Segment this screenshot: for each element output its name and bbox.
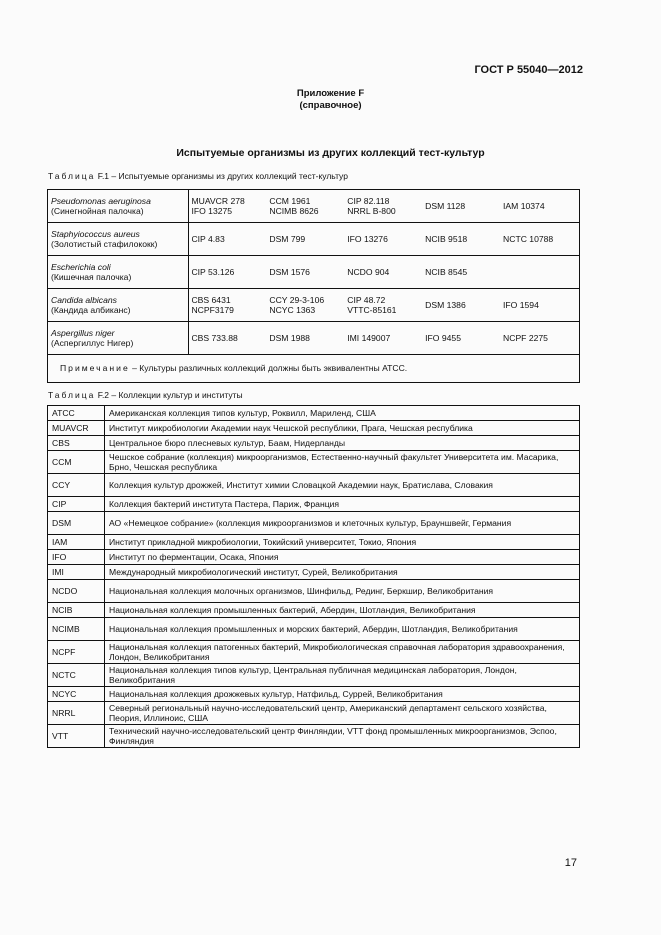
collection-description: Северный региональный научно-исследовательский центр, Американский департамент сельского хозяйства, Пеория, Иллиноис, США: [105, 702, 580, 725]
organism-latin-name: Staphyiococcus aureus: [51, 228, 140, 239]
organism-row: [48, 289, 580, 322]
collection-description: Коллекция бактерий института Пастера, Париж, Франция: [105, 497, 580, 512]
strain-cell: [267, 223, 345, 256]
strain-cell: [501, 223, 579, 256]
strain-cell: [267, 190, 345, 223]
strain-cell: [501, 289, 579, 322]
organism-row: [48, 223, 580, 256]
strain-cell: [189, 256, 267, 289]
collections-table: [47, 405, 580, 748]
collection-row: [48, 687, 580, 702]
strain-cell: [345, 223, 423, 256]
table2-caption-word: Таблица: [48, 390, 96, 400]
collection-abbreviation: CBS: [48, 436, 105, 451]
collection-abbreviation: NCIMB: [48, 618, 105, 641]
table1-caption-word: Таблица: [48, 171, 96, 181]
note-text: – Культуры различных коллекций должны быть эквивалентны АТСС.: [129, 363, 408, 374]
collection-row: [48, 474, 580, 497]
collection-abbreviation: NCDO: [48, 580, 105, 603]
strain-cell: [501, 256, 579, 289]
collection-row: [48, 512, 580, 535]
collection-description: Международный микробиологический институт, Сурей, Великобритания: [105, 565, 580, 580]
document-code: ГОСТ Р 55040—2012: [474, 64, 583, 76]
collection-row: [48, 451, 580, 474]
collection-description: Американская коллекция типов культур, Роквилл, Мариленд, США: [105, 406, 580, 421]
strain-code: IAM 10374: [503, 200, 545, 211]
strain-code: DSM 1386: [425, 299, 466, 310]
strain-code: NCIB 8545: [425, 266, 468, 277]
annex-subtitle: (справочное): [299, 100, 362, 111]
annex-title: Приложение F: [296, 88, 365, 99]
collection-abbreviation: NRRL: [48, 702, 105, 725]
strain-cell: [267, 256, 345, 289]
collection-description: Национальная коллекция типов культур, Центральная публичная медицинская лаборатория, Лондон, Великобритания: [105, 664, 580, 687]
strain-code: IFO 13276: [347, 233, 388, 244]
strain-code: CBS 733.88: [191, 332, 238, 343]
collection-row: [48, 497, 580, 512]
organism-russian-name: (Кандида албиканс): [51, 305, 131, 315]
collection-description: Национальная коллекция дрожжевых культур, Натфильд, Суррей, Великобритания: [105, 687, 580, 702]
organism-row: [48, 190, 580, 223]
collection-abbreviation: NCTC: [48, 664, 105, 687]
collection-row: [48, 436, 580, 451]
strain-cell: [423, 223, 501, 256]
annex-heading: [0, 88, 661, 112]
collection-abbreviation: NCYC: [48, 687, 105, 702]
collection-description: Технический научно-исследовательский центр Финляндии, VTT фонд промышленных микроорганизмов, Эспоо, Финляндия: [105, 725, 580, 748]
collection-row: [48, 618, 580, 641]
page-number: 17: [564, 857, 577, 869]
collection-abbreviation: IAM: [48, 535, 105, 550]
table2-caption-text: F.2 – Коллекции культур и институты: [95, 390, 243, 400]
organism-name-cell: [48, 289, 189, 322]
organism-row: [48, 256, 580, 289]
collection-description: Национальная коллекция промышленных и морских бактерий, Абердин, Шотландия, Великобритания: [105, 618, 580, 641]
collection-description: Национальная коллекция патогенных бактерий, Микробиологическая справочная лаборатория здравоохранения, Лондон, Великобритания: [105, 641, 580, 664]
strain-code: DSM 799: [269, 233, 306, 244]
strain-cell: [501, 190, 579, 223]
collection-abbreviation: ATCC: [48, 406, 105, 421]
collection-row: [48, 421, 580, 436]
strain-cell: [189, 223, 267, 256]
strain-cell: [189, 190, 267, 223]
collection-abbreviation: NCIB: [48, 603, 105, 618]
strain-cell: [423, 256, 501, 289]
collection-description: Институт прикладной микробиологии, Токийский университет, Токио, Япония: [105, 535, 580, 550]
strain-code: NCIMB 8626: [269, 206, 319, 216]
strain-code: VTTC-85161: [347, 305, 397, 315]
strain-cell: [267, 322, 345, 355]
strain-cell: [423, 322, 501, 355]
strain-cell: [345, 190, 423, 223]
organism-name-cell: [48, 256, 189, 289]
organism-latin-name: Escherichia coli: [51, 261, 111, 272]
strain-code: IFO 13275: [191, 206, 233, 216]
collection-description: Институт по ферментации, Осака, Япония: [105, 550, 580, 565]
strain-code: NCPF3179: [191, 305, 234, 315]
collection-row: [48, 641, 580, 664]
strain-code: CCY 29-3-106: [269, 294, 325, 305]
collection-row: [48, 550, 580, 565]
organism-russian-name: (Аспергиллус Нигер): [51, 338, 134, 348]
table2-caption: [48, 390, 243, 400]
strain-code: IFO 1594: [503, 299, 539, 310]
collection-abbreviation: DSM: [48, 512, 105, 535]
strain-code: NCDO 904: [347, 266, 390, 277]
strain-code: DSM 1576: [269, 266, 310, 277]
strain-code: IMI 149007: [347, 332, 391, 343]
strain-cell: [345, 322, 423, 355]
organism-name-cell: [48, 223, 189, 256]
strain-code: CIP 48.72: [347, 294, 386, 305]
strain-cell: [189, 289, 267, 322]
collection-description: Институт микробиологии Академии наук Чешской республики, Прага, Чешская республика: [105, 421, 580, 436]
organism-russian-name: (Кишечная палочка): [51, 272, 132, 282]
collection-row: [48, 603, 580, 618]
strain-code: CCM 1961: [269, 195, 311, 206]
collection-abbreviation: IMI: [48, 565, 105, 580]
strain-code: NCTC 10788: [503, 233, 554, 244]
strain-code: CIP 4.83: [191, 233, 225, 244]
collection-row: [48, 664, 580, 687]
organism-latin-name: Candida albicans: [51, 294, 117, 305]
organism-name-cell: [48, 190, 189, 223]
collection-abbreviation: CCM: [48, 451, 105, 474]
organism-latin-name: Aspergillus niger: [51, 327, 115, 338]
section-title: Испытуемые организмы из других коллекций тест-культур: [176, 147, 485, 159]
collection-abbreviation: CCY: [48, 474, 105, 497]
collection-abbreviation: MUAVCR: [48, 421, 105, 436]
strain-code: NCPF 2275: [503, 332, 548, 343]
collection-row: [48, 702, 580, 725]
strain-code: NCIB 9518: [425, 233, 468, 244]
table1-caption: [48, 171, 348, 181]
collection-abbreviation: IFO: [48, 550, 105, 565]
strain-code: DSM 1988: [269, 332, 310, 343]
note-label: Примечание: [60, 363, 130, 374]
strain-cell: [423, 289, 501, 322]
strain-cell: [423, 190, 501, 223]
organism-russian-name: (Золотистый стафилококк): [51, 239, 158, 249]
strain-code: IFO 9455: [425, 332, 461, 343]
strain-cell: [345, 289, 423, 322]
organism-russian-name: (Синегнойная палочка): [51, 206, 144, 216]
strain-code: NRRL B-800: [347, 206, 396, 216]
table1-note: [48, 355, 580, 383]
collection-description: Национальная коллекция промышленных бактерий, Абердин, Шотландия, Великобритания: [105, 603, 580, 618]
strain-code: NCYC 1363: [269, 305, 316, 315]
table1-note-row: [48, 355, 580, 383]
strain-cell: [267, 289, 345, 322]
collection-abbreviation: VTT: [48, 725, 105, 748]
collection-abbreviation: NCPF: [48, 641, 105, 664]
table1-caption-text: F.1 – Испытуемые организмы из других коллекций тест-культур: [95, 171, 348, 181]
strain-cell: [345, 256, 423, 289]
collection-row: [48, 580, 580, 603]
organism-latin-name: Pseudomonas aeruginosa: [51, 195, 151, 206]
collection-row: [48, 535, 580, 550]
collection-description: Центральное бюро плесневых культур, Баам, Нидерланды: [105, 436, 580, 451]
organisms-table: [47, 189, 580, 383]
collection-row: [48, 725, 580, 748]
strain-code: MUAVCR 278: [191, 195, 245, 206]
strain-cell: [501, 322, 579, 355]
strain-code: CIP 53.126: [191, 266, 235, 277]
collection-row: [48, 406, 580, 421]
collection-abbreviation: CIP: [48, 497, 105, 512]
collection-description: Национальная коллекция молочных организмов, Шинфильд, Рединг, Беркшир, Великобритания: [105, 580, 580, 603]
organism-row: [48, 322, 580, 355]
collection-description: АО «Немецкое собрание» (коллекция микроорганизмов и клеточных культур, Брауншвейг, Германия: [105, 512, 580, 535]
collection-row: [48, 565, 580, 580]
strain-code: CIP 82.118: [347, 195, 390, 206]
organism-name-cell: [48, 322, 189, 355]
strain-cell: [189, 322, 267, 355]
strain-code: CBS 6431: [191, 294, 231, 305]
strain-code: DSM 1128: [425, 200, 466, 211]
collection-description: Коллекция культур дрожжей, Институт химии Словацкой Академии наук, Братислава, Словакия: [105, 474, 580, 497]
collection-description: Чешское собрание (коллекция) микроорганизмов, Естественно-научный факультет Университета им. Масарика, Брно, Чешская республика: [105, 451, 580, 474]
